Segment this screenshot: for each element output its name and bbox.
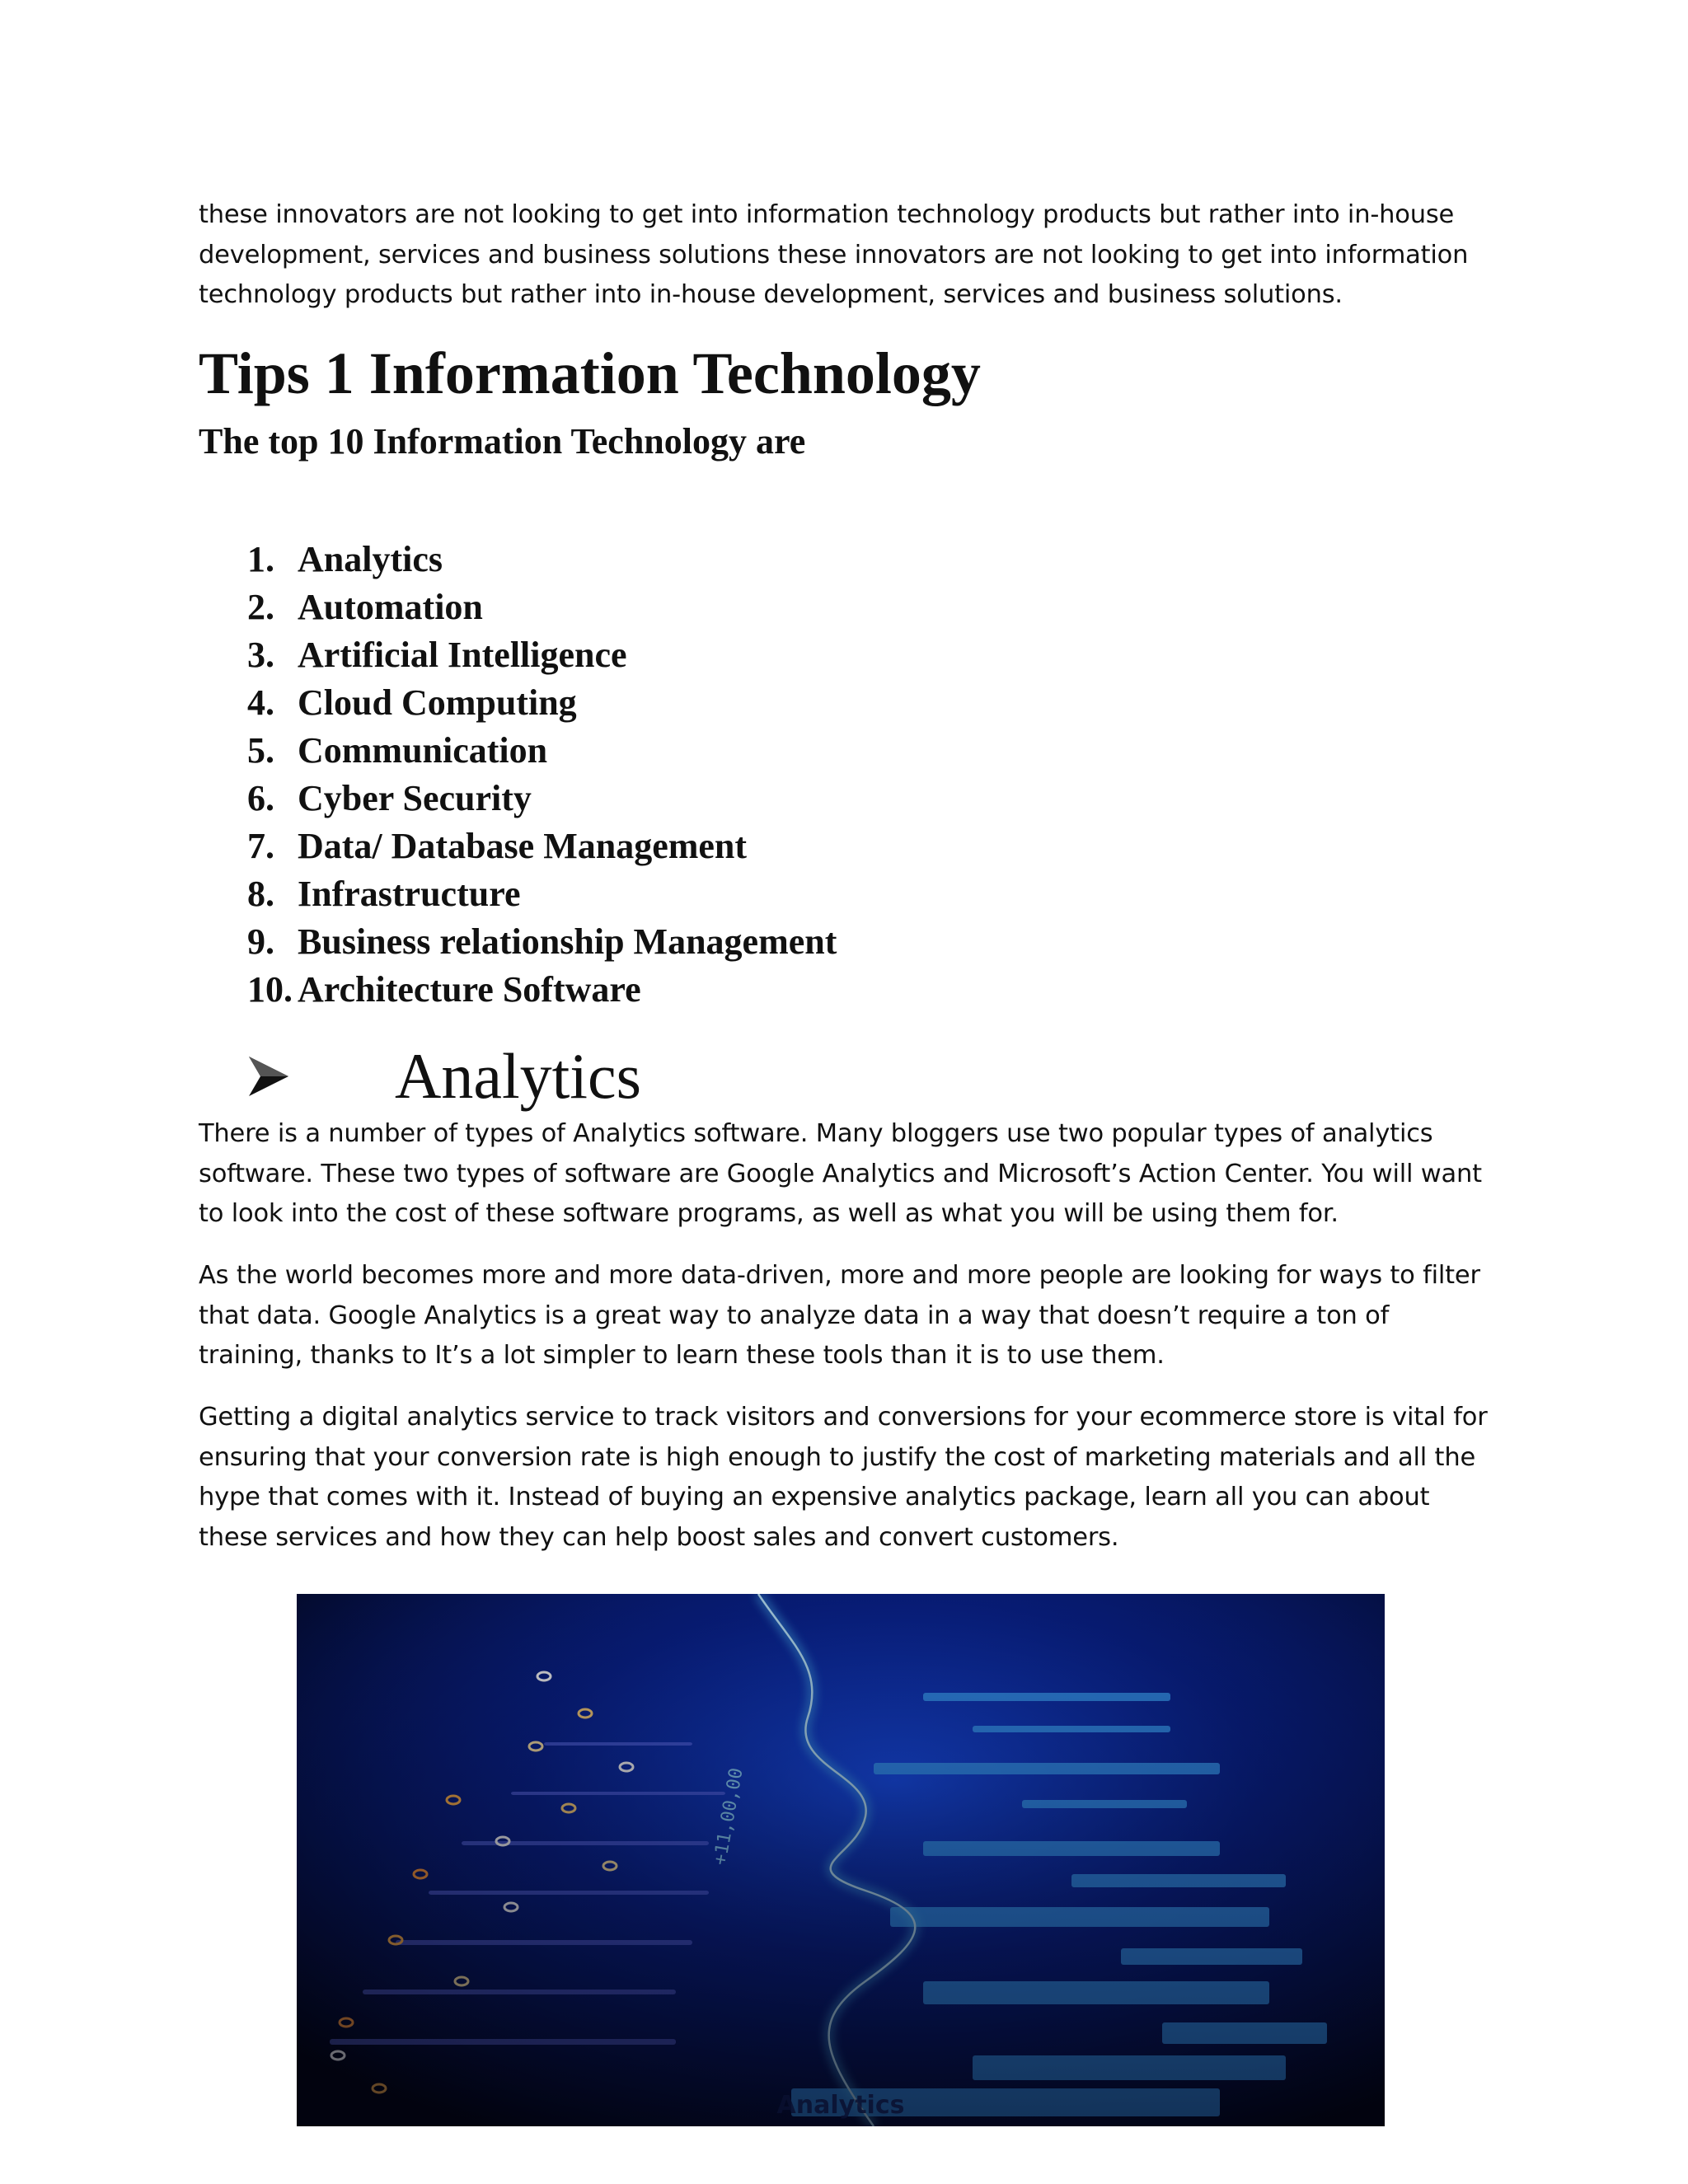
- list-item: [247, 918, 837, 966]
- list-item-number: 6.: [247, 778, 274, 818]
- section-paragraph: There is a number of types of Analytics software. Many bloggers use two popular types of analytics software. These two types of software are Google Analytics and Microsoft’s Action Center. You will want to look into the cost of these software programs, as well as what you will be using them for.: [199, 1119, 1482, 1228]
- analytics-graphic: [297, 1594, 1385, 2126]
- list-item-number: 8.: [247, 874, 274, 914]
- list-item-label: Cyber Security: [298, 778, 532, 818]
- list-item-number: 7.: [247, 826, 274, 866]
- page-subheading: The top 10 Information Technology are: [199, 421, 806, 462]
- list-item: [247, 823, 837, 870]
- list-item-label: Analytics: [298, 539, 443, 579]
- list-item: [247, 536, 837, 583]
- technology-list: [247, 536, 837, 1014]
- figure-caption: Analytics: [776, 2091, 905, 2120]
- list-item: [247, 870, 837, 918]
- section-paragraph: As the world becomes more and more data-driven, more and more people are looking for ways to filter that data. Google Analytics is a great way to analyze data in a way that doesn’t require a ton of training, thanks to It’s a lot simpler to learn these tools than it is to use them.: [199, 1261, 1480, 1370]
- list-item-label: Communication: [298, 730, 548, 771]
- list-item: [247, 966, 837, 1014]
- list-item-label: Business relationship Management: [298, 921, 837, 962]
- page-heading: Tips 1 Information Technology: [199, 340, 981, 406]
- arrow-bullet-icon: [247, 1055, 290, 1098]
- list-item-label: Automation: [298, 587, 483, 627]
- list-item-number: 5.: [247, 730, 274, 771]
- list-item-number: 2.: [247, 587, 274, 627]
- section-title: Analytics: [395, 1040, 641, 1112]
- list-item-label: Data/ Database Management: [298, 826, 748, 866]
- intro-paragraph: these innovators are not looking to get into information technology products but rather into in-house development, services and business solutions these innovators are not looking to get into information technology products but rather into in-house development, services and business solutions.: [199, 200, 1469, 309]
- list-item-number: 3.: [247, 635, 274, 675]
- list-item-number: 9.: [247, 921, 274, 962]
- list-item-label: Artificial Intelligence: [298, 635, 627, 675]
- section-heading: [247, 1037, 641, 1116]
- list-item: [247, 679, 837, 727]
- list-item: [247, 631, 837, 679]
- list-item: [247, 775, 837, 823]
- list-item: [247, 583, 837, 631]
- list-item-number: 10.: [247, 969, 293, 1010]
- list-item-label: Architecture Software: [298, 969, 641, 1010]
- section-paragraph: Getting a digital analytics service to track visitors and conversions for your ecommerce store is vital for ensuring that your conversion rate is high enough to justify the cost of marketing materials and all the hype that comes with it. Instead of buying an expensive analytics package, learn all you can about these services and how they can help boost sales and convert customers.: [199, 1403, 1488, 1552]
- list-item-number: 1.: [247, 539, 274, 579]
- list-item-number: 4.: [247, 682, 274, 723]
- analytics-image: [297, 1594, 1385, 2126]
- list-item: [247, 727, 837, 775]
- list-item-label: Infrastructure: [298, 874, 521, 914]
- list-item-label: Cloud Computing: [298, 682, 577, 723]
